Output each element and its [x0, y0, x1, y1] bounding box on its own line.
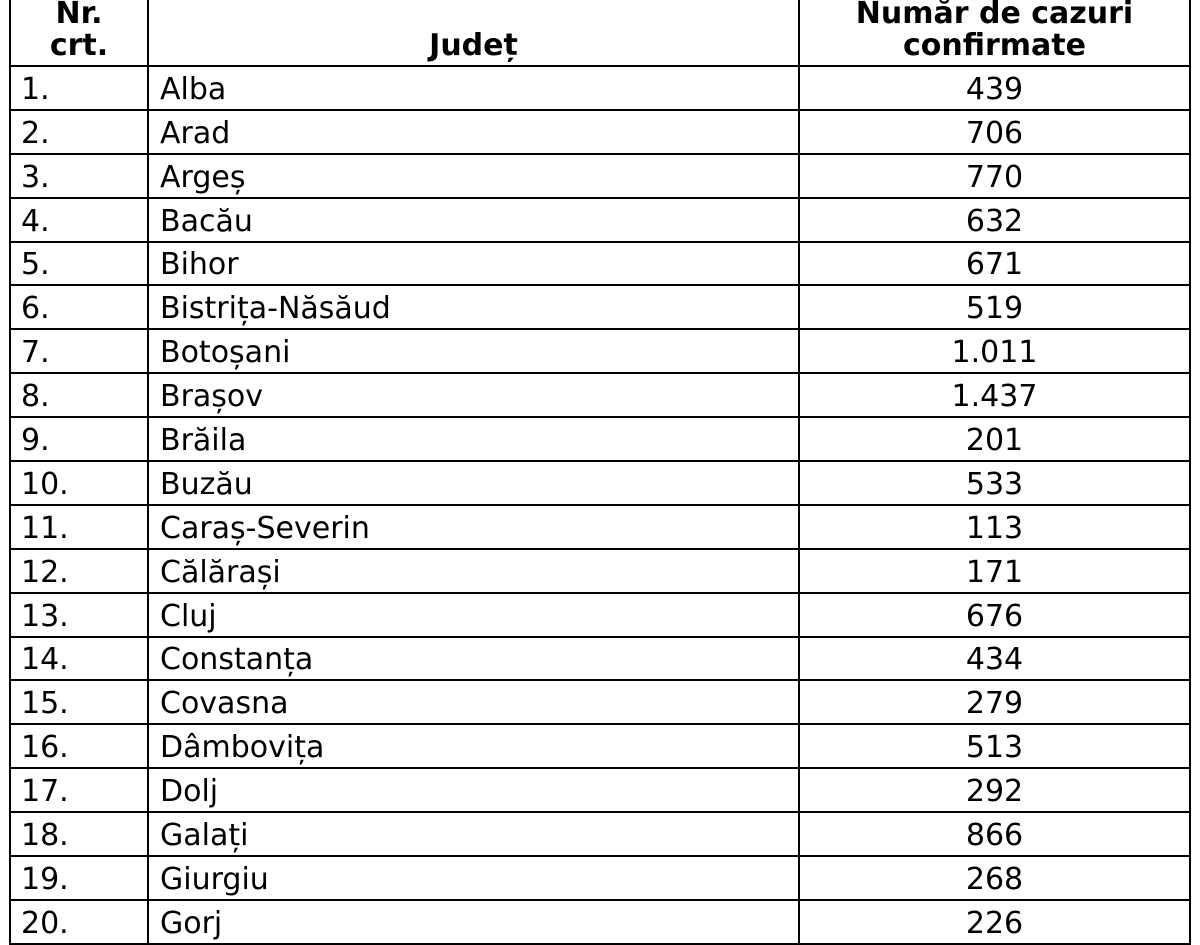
table-row: [10, 900, 1190, 944]
row-number-cell: 18.: [10, 812, 148, 856]
cases-cell: 113: [799, 505, 1190, 549]
county-cell: Gorj: [148, 900, 799, 944]
table-row: [10, 373, 1190, 417]
cases-cell: 434: [799, 637, 1190, 681]
header-nr: [10, 0, 148, 66]
table-row: [10, 549, 1190, 593]
row-number-cell: 20.: [10, 900, 148, 944]
cases-cell: 279: [799, 680, 1190, 724]
county-cell: Bistrița-Năsăud: [148, 285, 799, 329]
table-row: [10, 198, 1190, 242]
county-cell: Buzău: [148, 461, 799, 505]
row-number-cell: 12.: [10, 549, 148, 593]
table-row: [10, 768, 1190, 812]
table-body: [10, 66, 1190, 944]
row-number-cell: 14.: [10, 637, 148, 681]
table-row: [10, 66, 1190, 110]
cases-table: [9, 0, 1191, 945]
table-row: [10, 680, 1190, 724]
cases-cell: 866: [799, 812, 1190, 856]
table-row: [10, 242, 1190, 286]
cases-cell: 171: [799, 549, 1190, 593]
county-cell: Bacău: [148, 198, 799, 242]
cases-cell: 676: [799, 593, 1190, 637]
row-number-cell: 15.: [10, 680, 148, 724]
table-row: [10, 110, 1190, 154]
row-number-cell: 11.: [10, 505, 148, 549]
row-number-cell: 3.: [10, 154, 148, 198]
row-number-cell: 8.: [10, 373, 148, 417]
county-cell: Călărași: [148, 549, 799, 593]
cases-cell: 671: [799, 242, 1190, 286]
table-row: [10, 856, 1190, 900]
county-cell: Bihor: [148, 242, 799, 286]
cases-cell: 1.011: [799, 329, 1190, 373]
row-number-cell: 7.: [10, 329, 148, 373]
cases-cell: 632: [799, 198, 1190, 242]
table-row: [10, 461, 1190, 505]
table-row: [10, 593, 1190, 637]
cases-cell: 1.437: [799, 373, 1190, 417]
county-cell: Botoșani: [148, 329, 799, 373]
table-row: [10, 724, 1190, 768]
row-number-cell: 5.: [10, 242, 148, 286]
table-row: [10, 154, 1190, 198]
header-cases: [799, 0, 1190, 66]
row-number-cell: 19.: [10, 856, 148, 900]
header-cases-line-1: Număr de cazuri: [855, 0, 1134, 31]
cases-cell: 201: [799, 417, 1190, 461]
table-row: [10, 812, 1190, 856]
header-nr-line-2: crt.: [49, 28, 109, 63]
county-cell: Cluj: [148, 593, 799, 637]
table-row: [10, 285, 1190, 329]
table-row: [10, 329, 1190, 373]
row-number-cell: 4.: [10, 198, 148, 242]
row-number-cell: 9.: [10, 417, 148, 461]
county-cell: Covasna: [148, 680, 799, 724]
cases-cell: 770: [799, 154, 1190, 198]
county-cell: Dolj: [148, 768, 799, 812]
county-cell: Brașov: [148, 373, 799, 417]
table-row: [10, 505, 1190, 549]
cases-cell: 439: [799, 66, 1190, 110]
row-number-cell: 10.: [10, 461, 148, 505]
header-nr-line-1: Nr.: [55, 0, 103, 31]
header-county-line-1: Județ: [429, 28, 518, 63]
header-row: [10, 0, 1190, 66]
cases-cell: 519: [799, 285, 1190, 329]
county-cell: Arad: [148, 110, 799, 154]
header-county: [148, 0, 799, 66]
cases-cell: 513: [799, 724, 1190, 768]
row-number-cell: 2.: [10, 110, 148, 154]
row-number-cell: 16.: [10, 724, 148, 768]
row-number-cell: 13.: [10, 593, 148, 637]
county-cell: Dâmbovița: [148, 724, 799, 768]
row-number-cell: 17.: [10, 768, 148, 812]
county-cell: Caraș-Severin: [148, 505, 799, 549]
cases-cell: 268: [799, 856, 1190, 900]
county-cell: Argeș: [148, 154, 799, 198]
table-row: [10, 637, 1190, 681]
county-cell: Giurgiu: [148, 856, 799, 900]
county-cell: Galați: [148, 812, 799, 856]
row-number-cell: 1.: [10, 66, 148, 110]
county-cell: Brăila: [148, 417, 799, 461]
cases-cell: 706: [799, 110, 1190, 154]
table-container: [9, 0, 1191, 945]
cases-cell: 292: [799, 768, 1190, 812]
row-number-cell: 6.: [10, 285, 148, 329]
county-cell: Constanța: [148, 637, 799, 681]
county-cell: Alba: [148, 66, 799, 110]
cases-cell: 533: [799, 461, 1190, 505]
header-cases-line-2: confirmate: [903, 28, 1086, 63]
table-row: [10, 417, 1190, 461]
cases-cell: 226: [799, 900, 1190, 944]
